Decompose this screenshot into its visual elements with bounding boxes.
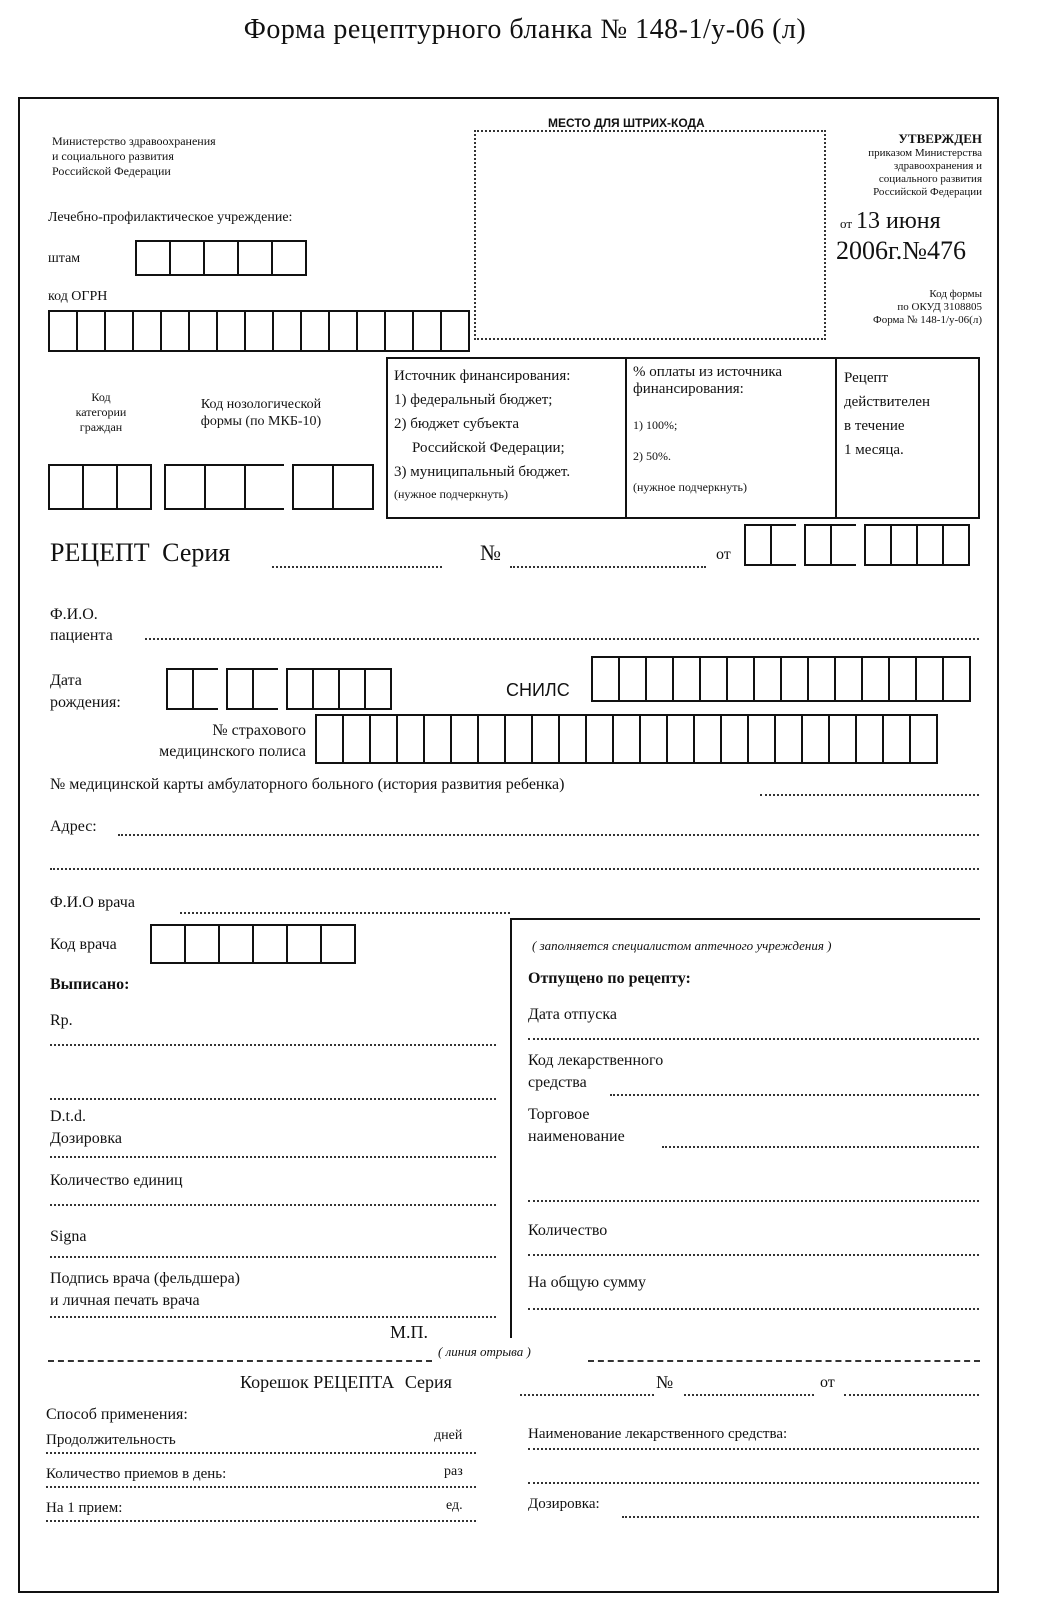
approved-line: социального развития <box>878 173 982 185</box>
drug-code-field[interactable] <box>610 1094 979 1096</box>
signa-field[interactable] <box>50 1256 496 1258</box>
financing-divider <box>835 357 837 519</box>
recipe-from-label: от <box>716 546 731 563</box>
recipe-title <box>50 538 230 568</box>
stub-number-field[interactable] <box>684 1394 814 1396</box>
stub-title <box>240 1372 452 1393</box>
patient-line: пациента <box>50 627 113 644</box>
percent-option: 2) 50%. <box>633 449 671 463</box>
policy-boxes[interactable] <box>315 714 936 764</box>
percent-option: 1) 100%; <box>633 418 678 432</box>
approved-date-value: 13 июня <box>856 208 941 234</box>
snils-label: СНИЛС <box>506 680 570 700</box>
birth-date-boxes[interactable] <box>166 668 390 710</box>
medical-card-label: № медицинской карты амбулаторного больного (история развития ребенка) <box>50 776 565 793</box>
percent-line: финансирования: <box>633 381 744 397</box>
ministry-line: Министерство здравоохранения <box>52 134 216 148</box>
trade-line: наименование <box>528 1128 625 1145</box>
ogrn-label: код ОГРН <box>48 289 108 304</box>
category-line: категории <box>75 405 127 419</box>
validity-line: Рецепт <box>844 370 889 386</box>
barcode-area[interactable] <box>474 130 826 340</box>
source-line: Источник финансирования: <box>394 368 571 384</box>
dosage-field[interactable] <box>50 1156 496 1158</box>
validity-block <box>844 366 930 462</box>
stamp-label: штам <box>48 251 81 266</box>
per-day-label: Количество приемов в день: <box>46 1466 227 1482</box>
per-day-field[interactable] <box>46 1486 476 1488</box>
ministry-block <box>52 134 216 179</box>
institution-label: Лечебно-профилактическое учреждение: <box>48 210 293 225</box>
source-line: 3) муниципальный бюджет. <box>394 464 571 480</box>
nosology-line: Код нозологической <box>200 397 322 412</box>
trade-line: Торговое <box>528 1106 590 1123</box>
drug-code-line: Код лекарственного <box>528 1052 664 1069</box>
stub-series-label: Серия <box>404 1372 452 1392</box>
stub-series-field[interactable] <box>520 1394 654 1396</box>
sum-label: На общую сумму <box>528 1274 646 1291</box>
category-line: Код <box>91 390 111 404</box>
approved-block <box>868 131 982 199</box>
stamp-mp-label: М.П. <box>390 1322 429 1342</box>
stub-title-text: Корешок РЕЦЕПТА <box>240 1372 395 1392</box>
units-field[interactable] <box>50 1204 496 1206</box>
rp-field[interactable] <box>50 1044 496 1046</box>
dtd-label: D.t.d. <box>50 1108 86 1125</box>
signature-field[interactable] <box>50 1316 496 1318</box>
drug-name-label: Наименование лекарственного средства: <box>528 1426 788 1442</box>
ministry-line: Российской Федерации <box>52 164 171 178</box>
nosology-code-label <box>168 396 354 430</box>
approved-title: УТВЕРЖДЕН <box>898 131 982 146</box>
doctor-name-field[interactable] <box>180 912 510 914</box>
signature-label <box>50 1268 240 1312</box>
category-code-label <box>60 390 142 435</box>
birth-line: рождения: <box>50 694 121 711</box>
approved-date-prefix: от <box>840 216 853 231</box>
approved-line: приказом Министерства <box>868 147 982 159</box>
doctor-name-label: Ф.И.О врача <box>50 894 135 911</box>
percent-note: (нужное подчеркнуть) <box>633 480 747 494</box>
barcode-label: МЕСТО ДЛЯ ШТРИХ-КОДА <box>548 116 705 130</box>
dispensed-label: Отпущено по рецепту: <box>528 970 691 987</box>
number-field[interactable] <box>510 566 706 568</box>
address-field-2[interactable] <box>50 868 979 870</box>
recipe-title-text: РЕЦЕПТ <box>50 538 150 567</box>
signa-label: Signa <box>50 1228 87 1245</box>
validity-line: в течение <box>844 418 905 434</box>
drug-code-line: средства <box>528 1074 587 1091</box>
stub-from-label: от <box>820 1374 835 1391</box>
per-dose-field[interactable] <box>46 1520 476 1522</box>
recipe-series-label: Серия <box>162 538 231 567</box>
duration-field[interactable] <box>46 1452 476 1454</box>
sum-field[interactable] <box>528 1308 979 1310</box>
address-field[interactable] <box>118 834 979 836</box>
drug-name-field-2[interactable] <box>528 1482 979 1484</box>
rp-label: Rp. <box>50 1012 73 1029</box>
snils-boxes[interactable] <box>591 656 969 702</box>
validity-line: действителен <box>844 394 931 410</box>
source-note: (нужное подчеркнуть) <box>394 487 508 501</box>
tear-line-label: ( линия отрыва ) <box>438 1344 531 1359</box>
validity-line: 1 месяца. <box>844 442 904 458</box>
unit-label: ед. <box>446 1498 463 1513</box>
method-label: Способ применения: <box>46 1406 188 1423</box>
patient-name-field[interactable] <box>145 638 979 640</box>
approved-line: Российской Федерации <box>873 186 982 198</box>
dispense-date-field[interactable] <box>528 1038 979 1040</box>
doctor-code-boxes[interactable] <box>150 924 354 964</box>
tear-line-left <box>48 1360 432 1362</box>
source-line: 1) федеральный бюджет; <box>394 392 553 408</box>
per-dose-label: На 1 прием: <box>46 1500 123 1516</box>
pharmacy-top-line <box>510 918 980 920</box>
financing-percent <box>633 364 782 495</box>
times-label: раз <box>444 1464 463 1479</box>
recipe-number-label: № <box>480 540 501 565</box>
stub-dosage-label: Дозировка: <box>528 1496 600 1512</box>
patient-line: Ф.И.О. <box>50 606 98 623</box>
duration-label: Продолжительность <box>46 1432 176 1448</box>
rp-field-2[interactable] <box>50 1098 496 1100</box>
approved-year: 2006г.№476 <box>836 236 967 265</box>
stamp-boxes[interactable] <box>135 240 305 276</box>
birth-label <box>50 670 121 714</box>
trade-name-field-2[interactable] <box>528 1200 979 1202</box>
policy-line: № страхового <box>212 722 306 739</box>
category-line: граждан <box>79 420 123 434</box>
ministry-line: и социального развития <box>52 149 174 163</box>
page-title: Форма рецептурного бланка № 148-1/у-06 (л) <box>243 14 807 45</box>
ogrn-boxes[interactable] <box>48 310 468 352</box>
days-label: дней <box>434 1428 463 1443</box>
okud-line: Код формы <box>929 288 982 300</box>
okud-line: Форма № 148-1/у-06(л) <box>873 314 982 326</box>
medical-card-field[interactable] <box>760 794 979 796</box>
birth-line: Дата <box>50 672 82 689</box>
tear-line-right <box>588 1360 980 1362</box>
signature-line: и личная печать врача <box>50 1292 200 1309</box>
policy-line: медицинского полиса <box>159 743 306 760</box>
quantity-field[interactable] <box>528 1254 979 1256</box>
recipe-date-boxes[interactable] <box>744 524 968 566</box>
dispense-date-label: Дата отпуска <box>528 1006 617 1023</box>
series-field[interactable] <box>272 566 442 568</box>
pharmacy-note: ( заполняется специалистом аптечного учреждения ) <box>532 938 832 953</box>
source-line: Российской Федерации; <box>412 440 565 456</box>
stub-date-field[interactable] <box>844 1394 979 1396</box>
signature-line: Подпись врача (фельдшера) <box>50 1270 240 1287</box>
dosage-label: Дозировка <box>50 1130 122 1147</box>
approved-line: здравоохранения и <box>893 160 982 172</box>
trade-name-label <box>528 1104 625 1148</box>
financing-divider <box>625 357 627 519</box>
patient-label <box>50 604 113 646</box>
stub-number-label: № <box>656 1372 674 1392</box>
quantity-label: Количество <box>528 1222 608 1239</box>
drug-name-field[interactable] <box>528 1448 979 1450</box>
nosology-line: формы (по МКБ-10) <box>200 414 322 429</box>
stub-dosage-field[interactable] <box>622 1516 979 1518</box>
financing-source <box>394 364 570 504</box>
policy-label <box>108 720 306 762</box>
trade-name-field[interactable] <box>662 1146 979 1148</box>
units-label: Количество единиц <box>50 1172 183 1189</box>
category-code-boxes[interactable] <box>48 464 150 510</box>
doctor-code-label: Код врача <box>50 936 117 953</box>
pharmacy-divider <box>510 918 512 1338</box>
prescribed-label: Выписано: <box>50 976 130 993</box>
okud-line: по ОКУД 3108805 <box>897 301 982 313</box>
percent-line: % оплаты из источника <box>633 364 783 380</box>
drug-code-label <box>528 1050 663 1094</box>
okud-block <box>873 288 982 327</box>
nosology-code-boxes[interactable] <box>164 464 372 510</box>
approved-date <box>840 208 941 235</box>
source-line: 2) бюджет субъекта <box>394 416 520 432</box>
address-label: Адрес: <box>50 818 97 835</box>
